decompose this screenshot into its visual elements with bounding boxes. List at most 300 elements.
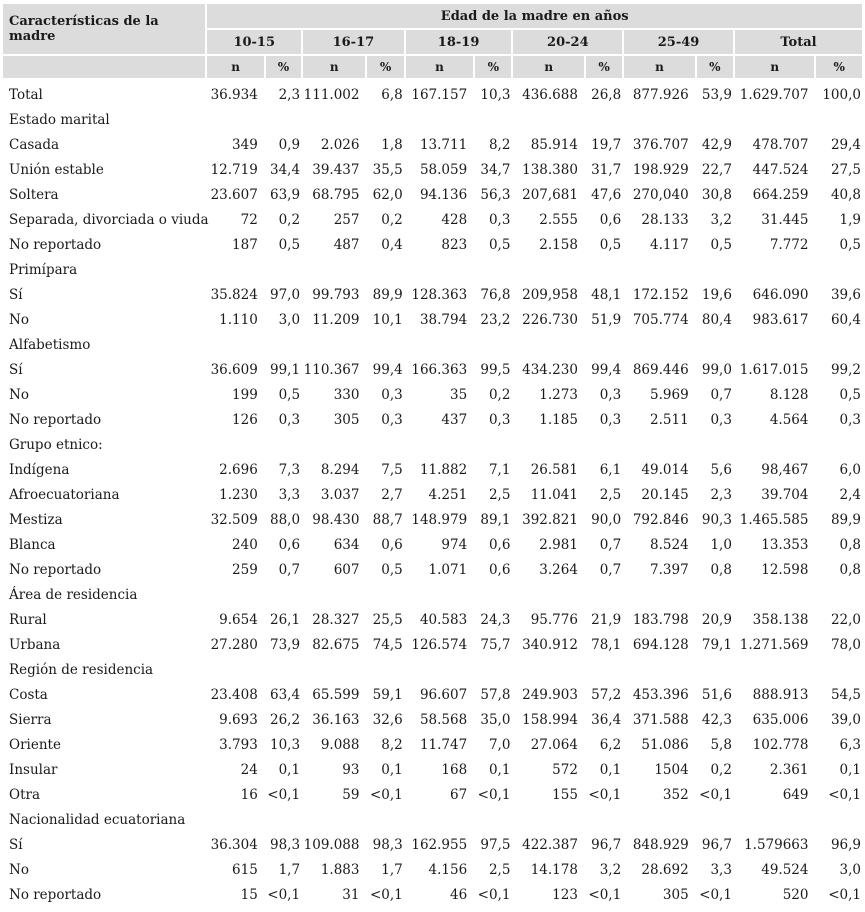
count-cell: 2.981 [539, 536, 578, 553]
count-cell: 148.979 [411, 511, 468, 528]
count-cell: 199 [232, 386, 258, 403]
percent-cell: 0,7 [599, 536, 622, 553]
count-cell: 1.629.707 [739, 86, 809, 103]
percent-cell: 90,0 [591, 511, 622, 528]
percent-cell: 7,1 [488, 461, 511, 478]
count-cell: 102.778 [752, 736, 809, 753]
count-cell: 12.719 [210, 161, 258, 178]
percent-cell: 3,3 [710, 861, 732, 878]
count-cell: 615 [232, 861, 258, 878]
pct-col-header: % [367, 54, 403, 78]
percent-cell: 40,8 [830, 186, 861, 203]
count-cell: 1.110 [219, 311, 258, 328]
row-label: No [9, 311, 29, 328]
count-cell: 49.014 [641, 461, 689, 478]
percent-cell: 0,3 [381, 411, 403, 428]
percent-cell: 10,3 [480, 86, 511, 103]
percent-cell: 36,4 [591, 711, 622, 728]
percent-cell: <0,1 [699, 786, 732, 803]
count-cell: 12.598 [761, 561, 809, 578]
table-header [3, 4, 862, 78]
table-row [3, 282, 862, 307]
percent-cell: <0,1 [267, 886, 301, 903]
percent-cell: 26,1 [269, 611, 301, 628]
count-cell: 4.251 [428, 486, 468, 503]
percent-cell: 0,5 [278, 236, 301, 253]
count-cell: 23.607 [210, 186, 258, 203]
percent-cell: 19,7 [591, 136, 622, 153]
percent-cell: 35,0 [480, 711, 511, 728]
percent-cell: 76,8 [480, 286, 511, 303]
count-cell: 9.654 [219, 611, 258, 628]
count-cell: 138.380 [522, 161, 578, 178]
count-cell: 11.882 [419, 461, 468, 478]
percent-cell: 1,7 [381, 861, 403, 878]
table-row [3, 482, 862, 507]
count-cell: 58.059 [419, 161, 468, 178]
count-cell: 123 [552, 886, 578, 903]
age-group-col: 25-49 [624, 28, 733, 54]
percent-cell: 0,6 [488, 561, 511, 578]
count-cell: 36.609 [210, 361, 258, 378]
count-cell: 646.090 [752, 286, 809, 303]
count-cell: 305 [662, 886, 689, 903]
percent-cell: 39,6 [830, 286, 861, 303]
count-cell: 1.579663 [744, 836, 809, 853]
count-cell: 434.230 [522, 361, 578, 378]
table-row [3, 707, 862, 732]
count-cell: 27.280 [210, 636, 258, 653]
count-cell: 358.138 [752, 611, 809, 628]
percent-cell: 1,8 [381, 136, 403, 153]
percent-cell: 57,2 [591, 686, 622, 703]
count-cell: 14.178 [530, 861, 578, 878]
count-cell: 428 [441, 211, 468, 228]
count-cell: 94.136 [419, 186, 468, 203]
header-spacer [3, 54, 205, 78]
percent-cell: 10,1 [372, 311, 403, 328]
count-cell: 422.387 [522, 836, 578, 853]
count-cell: 340.912 [522, 636, 578, 653]
section-row [3, 432, 862, 457]
percent-cell: 100,0 [822, 86, 861, 103]
percent-cell: 0,5 [839, 386, 861, 403]
n-col-header: n [513, 54, 583, 78]
percent-cell: <0,1 [267, 786, 301, 803]
count-cell: 68.795 [312, 186, 360, 203]
count-cell: 65.599 [312, 686, 360, 703]
count-cell: 11.209 [312, 311, 360, 328]
count-cell: 8.294 [320, 461, 360, 478]
count-cell: 8.128 [769, 386, 809, 403]
count-cell: 24 [240, 761, 258, 778]
count-cell: 16 [240, 786, 258, 803]
count-cell: 98.430 [312, 511, 360, 528]
percent-cell: 39,0 [830, 711, 861, 728]
count-cell: 23.408 [210, 686, 258, 703]
percent-cell: 7,5 [381, 461, 403, 478]
percent-cell: 0,2 [278, 211, 301, 228]
count-cell: 31 [342, 886, 360, 903]
percent-cell: <0,1 [369, 786, 403, 803]
count-cell: 2.511 [650, 411, 689, 428]
percent-cell: 78,1 [591, 636, 622, 653]
count-cell: 2.555 [539, 211, 578, 228]
section-label: Área de residencia [9, 586, 138, 603]
percent-cell: 3,2 [599, 861, 622, 878]
row-label: No reportado [9, 886, 102, 903]
percent-cell: 0,5 [710, 236, 732, 253]
count-cell: 51.086 [641, 736, 689, 753]
percent-cell: <0,1 [369, 886, 403, 903]
row-label: Sierra [9, 711, 52, 728]
count-cell: 198.929 [632, 161, 689, 178]
count-cell: 158.994 [522, 711, 578, 728]
count-cell: 226.730 [522, 311, 578, 328]
row-label: Separada, divorciada o viuda [9, 211, 209, 228]
count-cell: 1.273 [539, 386, 578, 403]
count-cell: 110.367 [303, 361, 360, 378]
percent-cell: 99,4 [591, 361, 622, 378]
table-row [3, 407, 862, 432]
percent-cell: 99,2 [830, 361, 861, 378]
count-cell: 4.117 [650, 236, 689, 253]
percent-cell: 0,5 [278, 386, 301, 403]
percent-cell: 0,1 [599, 761, 622, 778]
percent-cell: 63,9 [269, 186, 301, 203]
count-cell: 888.913 [752, 686, 809, 703]
count-cell: 207,681 [522, 186, 578, 203]
percent-cell: 24,3 [480, 611, 511, 628]
percent-cell: 7,3 [278, 461, 301, 478]
percent-cell: 0,8 [710, 561, 732, 578]
percent-cell: 56,3 [480, 186, 511, 203]
section-label: Grupo etnico: [9, 436, 103, 453]
percent-cell: 21,9 [591, 611, 622, 628]
percent-cell: 0,2 [381, 211, 403, 228]
count-cell: 240 [232, 536, 258, 553]
count-cell: 1.271.569 [739, 636, 809, 653]
percent-cell: 0,3 [710, 411, 732, 428]
count-cell: 95.776 [530, 611, 578, 628]
row-label: Indígena [9, 461, 70, 478]
count-cell: 376.707 [632, 136, 689, 153]
percent-cell: 0,4 [381, 236, 403, 253]
percent-cell: 2,5 [488, 861, 511, 878]
age-group-header: Edad de la madre en años [207, 4, 862, 28]
row-label: Sí [9, 286, 23, 303]
section-row [3, 107, 862, 132]
count-cell: 634 [333, 536, 360, 553]
count-cell: 99.793 [312, 286, 360, 303]
percent-cell: 6,1 [599, 461, 622, 478]
count-cell: 478.707 [752, 136, 809, 153]
percent-cell: 99,0 [701, 361, 732, 378]
count-cell: 67 [450, 786, 468, 803]
percent-cell: 5,8 [710, 736, 732, 753]
percent-cell: 27,5 [830, 161, 861, 178]
count-cell: 111.002 [303, 86, 360, 103]
table-row [3, 157, 862, 182]
count-cell: 447.524 [752, 161, 809, 178]
count-cell: 9.088 [320, 736, 360, 753]
count-cell: 167.157 [411, 86, 468, 103]
count-cell: 792.846 [632, 511, 689, 528]
table-row [3, 507, 862, 532]
count-cell: 436.688 [522, 86, 578, 103]
percent-cell: 19,6 [701, 286, 732, 303]
percent-cell: 0,5 [839, 236, 861, 253]
row-label-header: Características de la madre [3, 4, 205, 54]
count-cell: 166.363 [411, 361, 468, 378]
count-cell: 848.929 [632, 836, 689, 853]
age-group-col: 16-17 [303, 28, 404, 54]
count-cell: 15 [240, 886, 258, 903]
count-cell: 126 [232, 411, 258, 428]
percent-cell: 99,4 [372, 361, 403, 378]
table-row [3, 357, 862, 382]
count-cell: 28.327 [312, 611, 360, 628]
row-label: Soltera [9, 186, 59, 203]
percent-cell: 8,2 [381, 736, 403, 753]
n-col-header: n [735, 54, 815, 78]
count-cell: 36.163 [312, 711, 360, 728]
percent-cell: 2,5 [599, 486, 622, 503]
percent-cell: 0,7 [710, 386, 732, 403]
count-cell: 109.088 [303, 836, 360, 853]
row-label: No reportado [9, 561, 102, 578]
row-label: Mestiza [9, 511, 63, 528]
count-cell: 96.607 [419, 686, 468, 703]
pct-col-header: % [266, 54, 301, 78]
count-cell: 1.883 [320, 861, 360, 878]
age-group-col: 10-15 [207, 28, 301, 54]
table-row [3, 632, 862, 657]
percent-cell: 0,3 [599, 411, 622, 428]
section-row [3, 332, 862, 357]
row-label: Oriente [9, 736, 61, 753]
table-row [3, 382, 862, 407]
percent-cell: 0,6 [381, 536, 403, 553]
count-cell: 31.445 [761, 211, 809, 228]
count-cell: 46 [450, 886, 468, 903]
count-cell: 4.156 [428, 861, 468, 878]
count-cell: 3.793 [219, 736, 258, 753]
count-cell: 11.747 [419, 736, 468, 753]
percent-cell: 42,3 [701, 711, 732, 728]
percent-cell: 0,7 [599, 561, 622, 578]
count-cell: 694.128 [632, 636, 689, 653]
percent-cell: 89,9 [372, 286, 403, 303]
percent-cell: 99,1 [269, 361, 301, 378]
count-cell: 520 [782, 886, 809, 903]
row-label: Casada [9, 136, 60, 153]
percent-cell: 96,9 [830, 836, 861, 853]
percent-cell: 0,5 [381, 561, 403, 578]
count-cell: 487 [333, 236, 360, 253]
percent-cell: 89,1 [480, 511, 511, 528]
count-cell: 13.711 [419, 136, 468, 153]
percent-cell: 99,5 [480, 361, 511, 378]
count-cell: 36.934 [210, 86, 258, 103]
percent-cell: 0,1 [381, 761, 403, 778]
count-cell: 371.588 [632, 711, 689, 728]
percent-cell: <0,1 [588, 886, 622, 903]
percent-cell: 80,4 [701, 311, 732, 328]
count-cell: 305 [333, 411, 360, 428]
row-label: Costa [9, 686, 48, 703]
count-cell: 453.396 [632, 686, 689, 703]
percent-cell: 57,8 [480, 686, 511, 703]
n-col-header: n [303, 54, 365, 78]
n-col-header: n [406, 54, 473, 78]
table-body [3, 78, 862, 907]
percent-cell: 2,3 [710, 486, 732, 503]
percent-cell: 0,3 [839, 411, 861, 428]
count-cell: 2.361 [769, 761, 809, 778]
percent-cell: 0,3 [488, 211, 511, 228]
percent-cell: 51,9 [591, 311, 622, 328]
percent-cell: <0,1 [477, 886, 511, 903]
count-cell: 93 [342, 761, 360, 778]
percent-cell: 62,0 [372, 186, 403, 203]
percent-cell: 53,9 [701, 86, 732, 103]
percent-cell: 78,0 [830, 636, 861, 653]
table-row [3, 557, 862, 582]
count-cell: 58.568 [419, 711, 468, 728]
percent-cell: 42,9 [701, 136, 732, 153]
percent-cell: 23,2 [480, 311, 511, 328]
count-cell: 82.675 [312, 636, 360, 653]
count-cell: 705.774 [632, 311, 689, 328]
count-cell: 11.041 [530, 486, 578, 503]
section-label: Nacionalidad ecuatoriana [9, 811, 186, 828]
percent-cell: 0,5 [488, 236, 511, 253]
percent-cell: 6,0 [839, 461, 861, 478]
table-row [3, 757, 862, 782]
percent-cell: 0,7 [278, 561, 301, 578]
percent-cell: 79,1 [701, 636, 732, 653]
count-cell: 9.693 [219, 711, 258, 728]
count-cell: 155 [552, 786, 578, 803]
count-cell: 2.026 [320, 136, 360, 153]
percent-cell: 26,2 [269, 711, 301, 728]
percent-cell: 32,6 [372, 711, 403, 728]
row-label: Insular [9, 761, 58, 778]
row-label: Urbana [9, 636, 61, 653]
count-cell: 39.437 [312, 161, 360, 178]
percent-cell: 10,3 [269, 736, 301, 753]
percent-cell: 75,7 [480, 636, 511, 653]
count-cell: 168 [441, 761, 468, 778]
row-label: No [9, 386, 29, 403]
section-row [3, 582, 862, 607]
percent-cell: 0,1 [488, 761, 511, 778]
percent-cell: 74,5 [372, 636, 403, 653]
count-cell: 330 [333, 386, 360, 403]
n-col-header: n [207, 54, 263, 78]
table-row [3, 182, 862, 207]
percent-cell: 98,3 [269, 836, 301, 853]
count-cell: 32.509 [210, 511, 258, 528]
percent-cell: 2,3 [278, 86, 301, 103]
percent-cell: 0,5 [599, 236, 622, 253]
percent-cell: 88,0 [269, 511, 301, 528]
count-cell: 85.914 [530, 136, 578, 153]
count-cell: 36.304 [210, 836, 258, 853]
row-label: No reportado [9, 236, 102, 253]
pct-col-header: % [475, 54, 511, 78]
percent-cell: 0,1 [278, 761, 301, 778]
count-cell: 1.230 [219, 486, 258, 503]
count-cell: 183.798 [632, 611, 689, 628]
count-cell: 209,958 [522, 286, 578, 303]
percent-cell: 96,7 [591, 836, 622, 853]
count-cell: 1.071 [428, 561, 468, 578]
count-cell: 349 [232, 136, 258, 153]
count-cell: 28.133 [641, 211, 689, 228]
row-label: Total [9, 86, 43, 103]
percent-cell: 31,7 [591, 161, 622, 178]
percent-cell: 60,4 [830, 311, 861, 328]
table-row [3, 857, 862, 882]
count-cell: 869.446 [632, 361, 689, 378]
percent-cell: 3,3 [278, 486, 301, 503]
age-group-col: 18-19 [406, 28, 512, 54]
row-label: Blanca [9, 536, 56, 553]
table-row [3, 307, 862, 332]
count-cell: 983.617 [752, 311, 809, 328]
percent-cell: 5,6 [710, 461, 732, 478]
count-cell: 270,040 [632, 186, 689, 203]
percent-cell: 8,2 [488, 136, 511, 153]
percent-cell: 3,2 [710, 211, 732, 228]
count-cell: 257 [333, 211, 360, 228]
percent-cell: 88,7 [372, 511, 403, 528]
percent-cell: 26,8 [591, 86, 622, 103]
count-cell: 26.581 [530, 461, 578, 478]
percent-cell: 29,4 [830, 136, 861, 153]
count-cell: 59 [342, 786, 360, 803]
count-cell: 437 [441, 411, 468, 428]
percent-cell: 30,8 [701, 186, 732, 203]
table-row [3, 207, 862, 232]
count-cell: 38.794 [419, 311, 468, 328]
percent-cell: <0,1 [699, 886, 732, 903]
count-cell: 5.969 [650, 386, 689, 403]
age-group-col: 20-24 [513, 28, 622, 54]
table-row [3, 682, 862, 707]
table-row [3, 782, 862, 807]
count-cell: 352 [662, 786, 689, 803]
percent-cell: 90,3 [701, 511, 732, 528]
count-cell: 2.696 [219, 461, 258, 478]
count-cell: 1.617.015 [739, 361, 809, 378]
count-cell: 128.363 [411, 286, 468, 303]
percent-cell: 7,0 [488, 736, 511, 753]
count-cell: 187 [232, 236, 258, 253]
percent-cell: 96,7 [701, 836, 732, 853]
percent-cell: 1,7 [278, 861, 301, 878]
percent-cell: 0,8 [839, 536, 861, 553]
percent-cell: 0,2 [710, 761, 732, 778]
percent-cell: 0,6 [278, 536, 301, 553]
percent-cell: 3,0 [839, 861, 861, 878]
percent-cell: 0,9 [278, 136, 301, 153]
percent-cell: 2,7 [381, 486, 403, 503]
table-row [3, 78, 862, 107]
percent-cell: 54,5 [830, 686, 861, 703]
